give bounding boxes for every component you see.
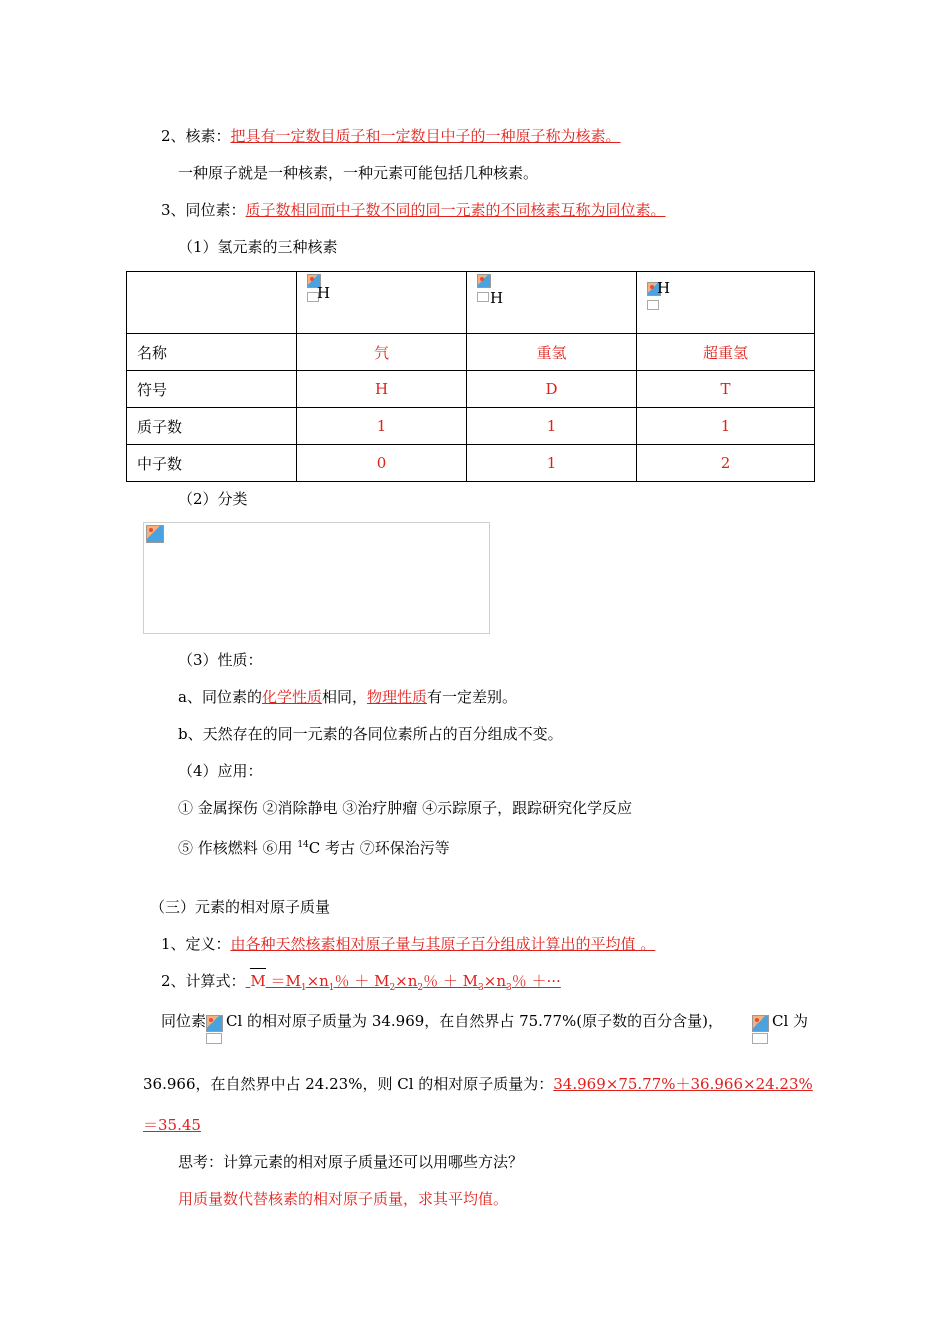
cell: 超重氢 — [637, 334, 815, 371]
table-corner-cell — [127, 272, 297, 334]
definition-label: 1、定义： — [161, 935, 231, 953]
placeholder-box — [477, 292, 489, 302]
nuclide-definition — [161, 126, 621, 146]
apps2-pre: ⑤ 作核燃料 ⑥用 — [178, 839, 298, 857]
cell: D — [467, 371, 637, 408]
table-row — [127, 371, 815, 408]
cell: H — [297, 371, 467, 408]
protium-symbol-cell — [297, 272, 467, 334]
f7: ％ ＋··· — [511, 972, 561, 990]
isotope-def-text: 质子数相同而中子数不同的同一元素的不同核素互称为同位素。 — [245, 201, 666, 219]
definition-text: 由各种天然核素相对原子量与其原子百分组成计算出的平均值 。 — [230, 935, 656, 953]
nuclide-note: 一种原子就是一种核素，一种元素可能包括几种核素。 — [178, 164, 539, 182]
formula-line — [161, 971, 561, 998]
cl1-mid: Cl 的相对原子质量为 34.969，在自然界占 75.77%(原子数的百分含量)， — [226, 1012, 723, 1030]
sub-heading-properties: （3）性质： — [178, 651, 263, 669]
cell: T — [637, 371, 815, 408]
m-symbol: M — [250, 972, 266, 990]
f5: ％ ＋ M — [423, 972, 479, 990]
isotope-label: 3、同位素： — [161, 201, 246, 219]
row-label: 中子数 — [127, 445, 297, 482]
cl2-pre: 36.966，在自然界中占 24.23%，则 Cl 的相对原子质量为： — [143, 1075, 554, 1093]
property-a-mid: 相同， — [321, 688, 367, 706]
protium-symbol: H — [317, 284, 331, 302]
sub2: 2 — [389, 983, 396, 993]
row-label: 符号 — [127, 371, 297, 408]
cell: 1 — [467, 445, 637, 482]
formula-expression — [246, 972, 561, 993]
sub2b: 2 — [417, 983, 424, 993]
tritium-symbol-cell — [637, 272, 815, 334]
row-label: 名称 — [127, 334, 297, 371]
cell: 重氢 — [467, 334, 637, 371]
deuterium-symbol-cell — [467, 272, 637, 334]
cell: 0 — [297, 445, 467, 482]
table-row — [127, 445, 815, 482]
apps2-post: C 考古 ⑦环保治污等 — [308, 839, 450, 857]
f6: ×n — [483, 972, 507, 990]
broken-image-icon — [752, 1011, 772, 1045]
chemical-properties-blank: 化学性质 — [261, 688, 322, 706]
applications-line-1: ① 金属探伤 ②消除静电 ③治疗肿瘤 ④示踪原子，跟踪研究化学反应 — [178, 799, 633, 817]
think-question: 思考：计算元素的相对原子质量还可以用哪些方法？ — [178, 1153, 524, 1171]
c14-mass-number: 14 — [297, 840, 309, 850]
cl1-pre: 同位素 — [161, 1012, 207, 1030]
section-heading-relative-atomic-mass: （三）元素的相对原子质量 — [150, 898, 331, 916]
chlorine-line-2 — [143, 1074, 813, 1094]
chlorine-line-1 — [161, 1011, 723, 1045]
sub-heading-hydrogen: （1）氢元素的三种核素 — [178, 238, 338, 256]
classification-image-frame — [143, 522, 490, 634]
applications-line-2 — [178, 835, 450, 858]
chlorine-line-1-end — [752, 1011, 808, 1045]
isotope-definition — [161, 200, 666, 220]
property-b: b、天然存在的同一元素的各同位素所占的百分组成不变。 — [178, 725, 563, 743]
sub1: 1 — [300, 983, 307, 993]
formula-label: 2、计算式： — [161, 972, 246, 990]
property-a — [178, 687, 517, 707]
cell: 1 — [297, 408, 467, 445]
nuclide-label: 2、核素： — [161, 127, 231, 145]
definition-line — [161, 934, 655, 954]
think-answer: 用质量数代替核素的相对原子质量，求其平均值。 — [178, 1190, 509, 1208]
m-bar — [250, 971, 265, 991]
chlorine-result: ＝35.45 — [143, 1116, 201, 1134]
cell: 氕 — [297, 334, 467, 371]
table-row — [127, 408, 815, 445]
deuterium-symbol: H — [490, 289, 504, 307]
sub3: 3 — [478, 983, 484, 993]
f4: ×n — [395, 972, 418, 990]
cell: 2 — [637, 445, 815, 482]
broken-image-icon — [206, 1011, 226, 1045]
f3: ％ ＋ M — [334, 972, 390, 990]
cell: 1 — [467, 408, 637, 445]
table-header-row — [127, 272, 815, 334]
nuclide-def-text: 把具有一定数目质子和一定数目中子的一种原子称为核素。 — [230, 127, 621, 145]
table-row — [127, 334, 815, 371]
f1: ＝M — [270, 972, 301, 990]
chlorine-calculation: 34.969×75.77%＋36.966×24.23% — [553, 1075, 813, 1093]
property-a-pre: a、同位素的 — [178, 688, 262, 706]
sub-heading-applications: （4）应用： — [178, 762, 263, 780]
sub3b: 3 — [506, 983, 512, 993]
placeholder-box — [647, 300, 659, 310]
row-label: 质子数 — [127, 408, 297, 445]
property-a-post: 有一定差别。 — [427, 688, 518, 706]
broken-image-icon — [146, 525, 162, 543]
cl1-post: Cl 为 — [772, 1012, 809, 1030]
hydrogen-nuclides-table — [126, 271, 815, 482]
f2: ×n — [306, 972, 329, 990]
sub-heading-classification: （2）分类 — [178, 490, 248, 508]
cell: 1 — [637, 408, 815, 445]
physical-properties-blank: 物理性质 — [366, 688, 427, 706]
sub1b: 1 — [328, 983, 335, 993]
tritium-symbol: H — [657, 279, 671, 297]
